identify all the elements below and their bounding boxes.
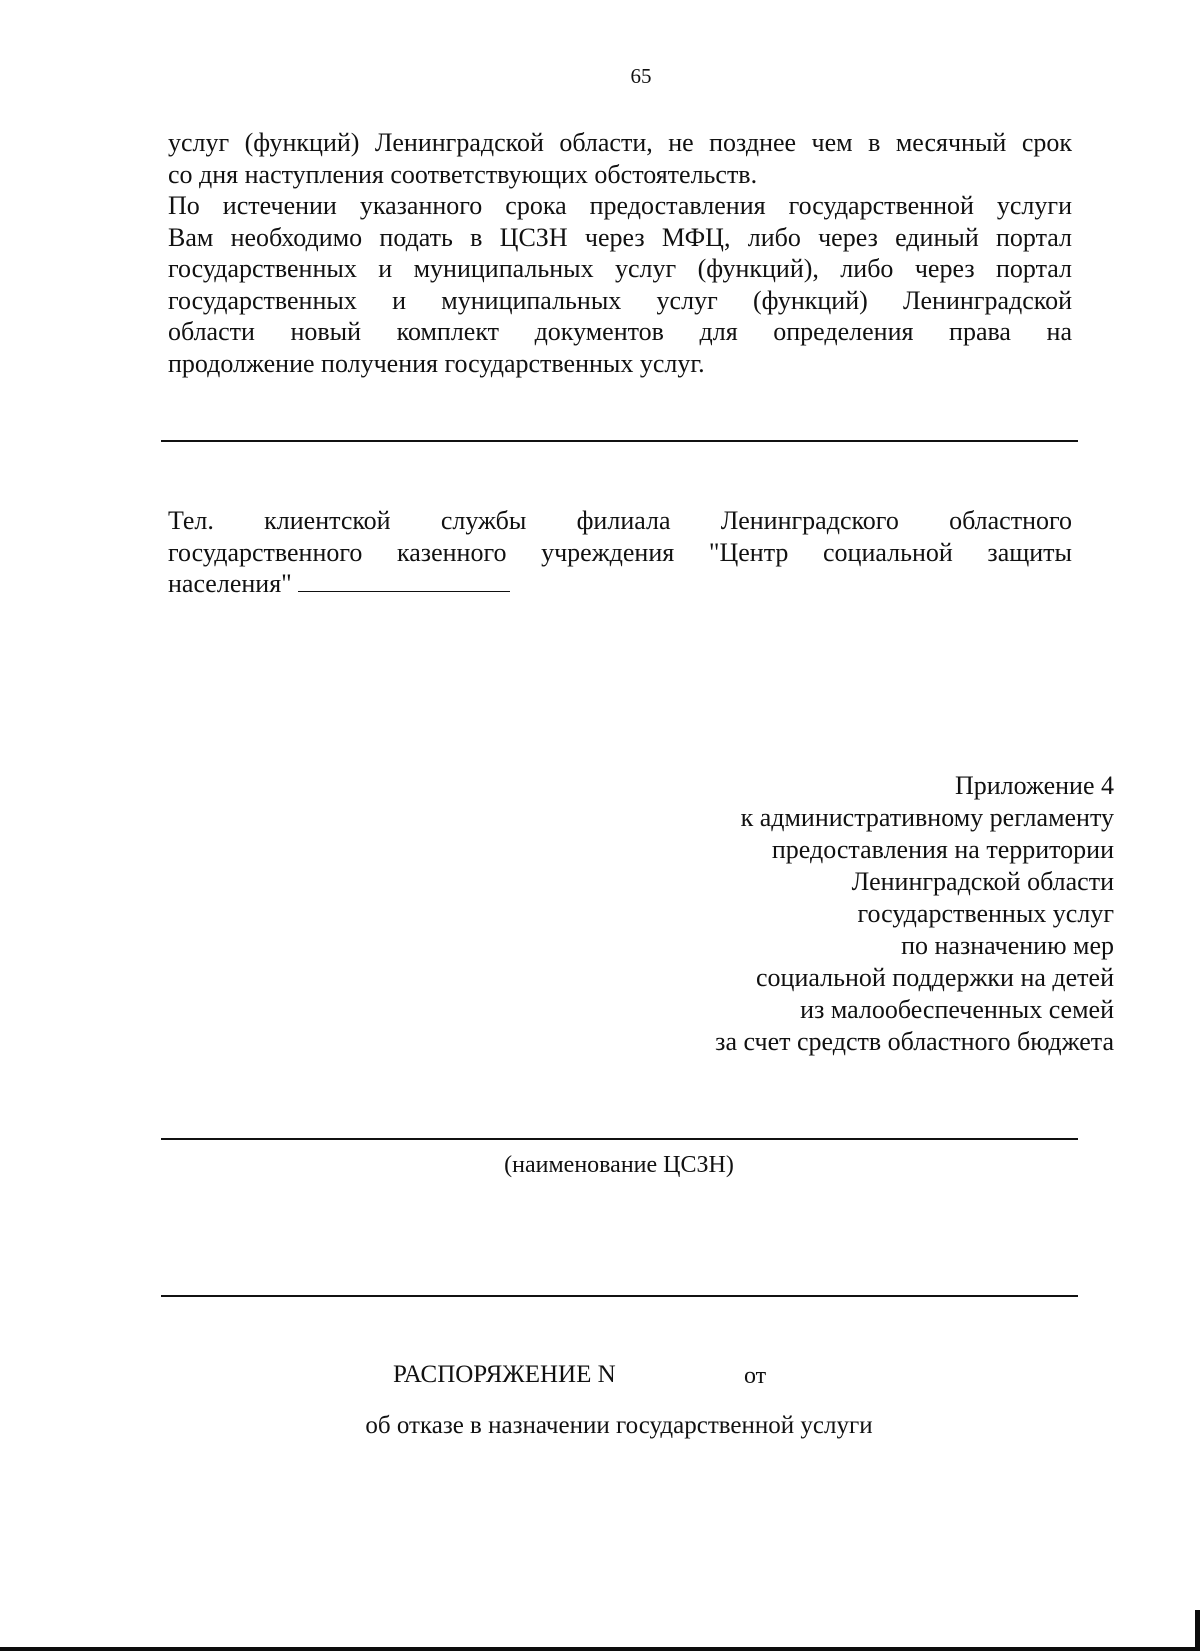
appendix-line: по назначению мер	[901, 931, 1114, 960]
text-line: области новый комплект документов для определения права на	[168, 317, 1072, 346]
appendix-header	[715, 770, 1114, 1058]
text-line: продолжение получения государственных услуг.	[168, 348, 705, 378]
page-number: 65	[630, 64, 652, 88]
text-line: Тел. клиентской службы филиала Ленинградского областного	[168, 506, 1072, 535]
text-line	[168, 568, 1072, 600]
text-line: государственных и муниципальных услуг (функций) Ленинградской	[168, 285, 1072, 315]
scan-edge-right	[1195, 1610, 1200, 1651]
appendix-line: за счет средств областного бюджета	[715, 1027, 1114, 1056]
appendix-line: предоставления на территории	[771, 835, 1114, 864]
order-subtitle: об отказе в назначении государственной услуги	[365, 1412, 873, 1439]
phone-paragraph	[168, 505, 1072, 600]
text-line: По истечении указанного срока предоставления государственной услуги	[168, 191, 1072, 220]
appendix-line: государственных услуг	[857, 899, 1114, 928]
text-line: со дня наступления соответствующих обстоятельств.	[168, 159, 758, 189]
text-line: государственного казенного учреждения "Центр социальной защиты	[168, 537, 1072, 567]
appendix-line: из малообеспеченных семей	[800, 995, 1114, 1024]
appendix-line: к административному регламенту	[740, 803, 1114, 832]
text-line: Вам необходимо подать в ЦСЗН через МФЦ, либо через единый портал	[168, 222, 1072, 252]
text-line: услуг (функций) Ленинградской области, не позднее чем в месячный срок	[168, 128, 1072, 157]
text-line: государственных и муниципальных услуг (функций), либо через портал	[168, 254, 1072, 283]
scan-edge-bottom	[0, 1647, 1200, 1651]
phone-blank-field	[298, 569, 510, 592]
separator-line	[161, 440, 1078, 442]
csz-name-line	[161, 1138, 1078, 1140]
appendix-line: Приложение 4	[954, 771, 1114, 800]
phone-label: населения"	[168, 569, 292, 598]
separator-line-2	[161, 1295, 1078, 1297]
paragraph-continuation	[168, 127, 1072, 190]
order-date-label: от	[744, 1363, 767, 1389]
appendix-line: социальной поддержки на детей	[755, 963, 1114, 992]
order-title: РАСПОРЯЖЕНИЕ N	[393, 1361, 616, 1388]
csz-name-caption: (наименование ЦСЗН)	[504, 1152, 734, 1178]
paragraph-deadline-notice	[168, 190, 1072, 379]
appendix-line: Ленинградской области	[851, 867, 1114, 896]
